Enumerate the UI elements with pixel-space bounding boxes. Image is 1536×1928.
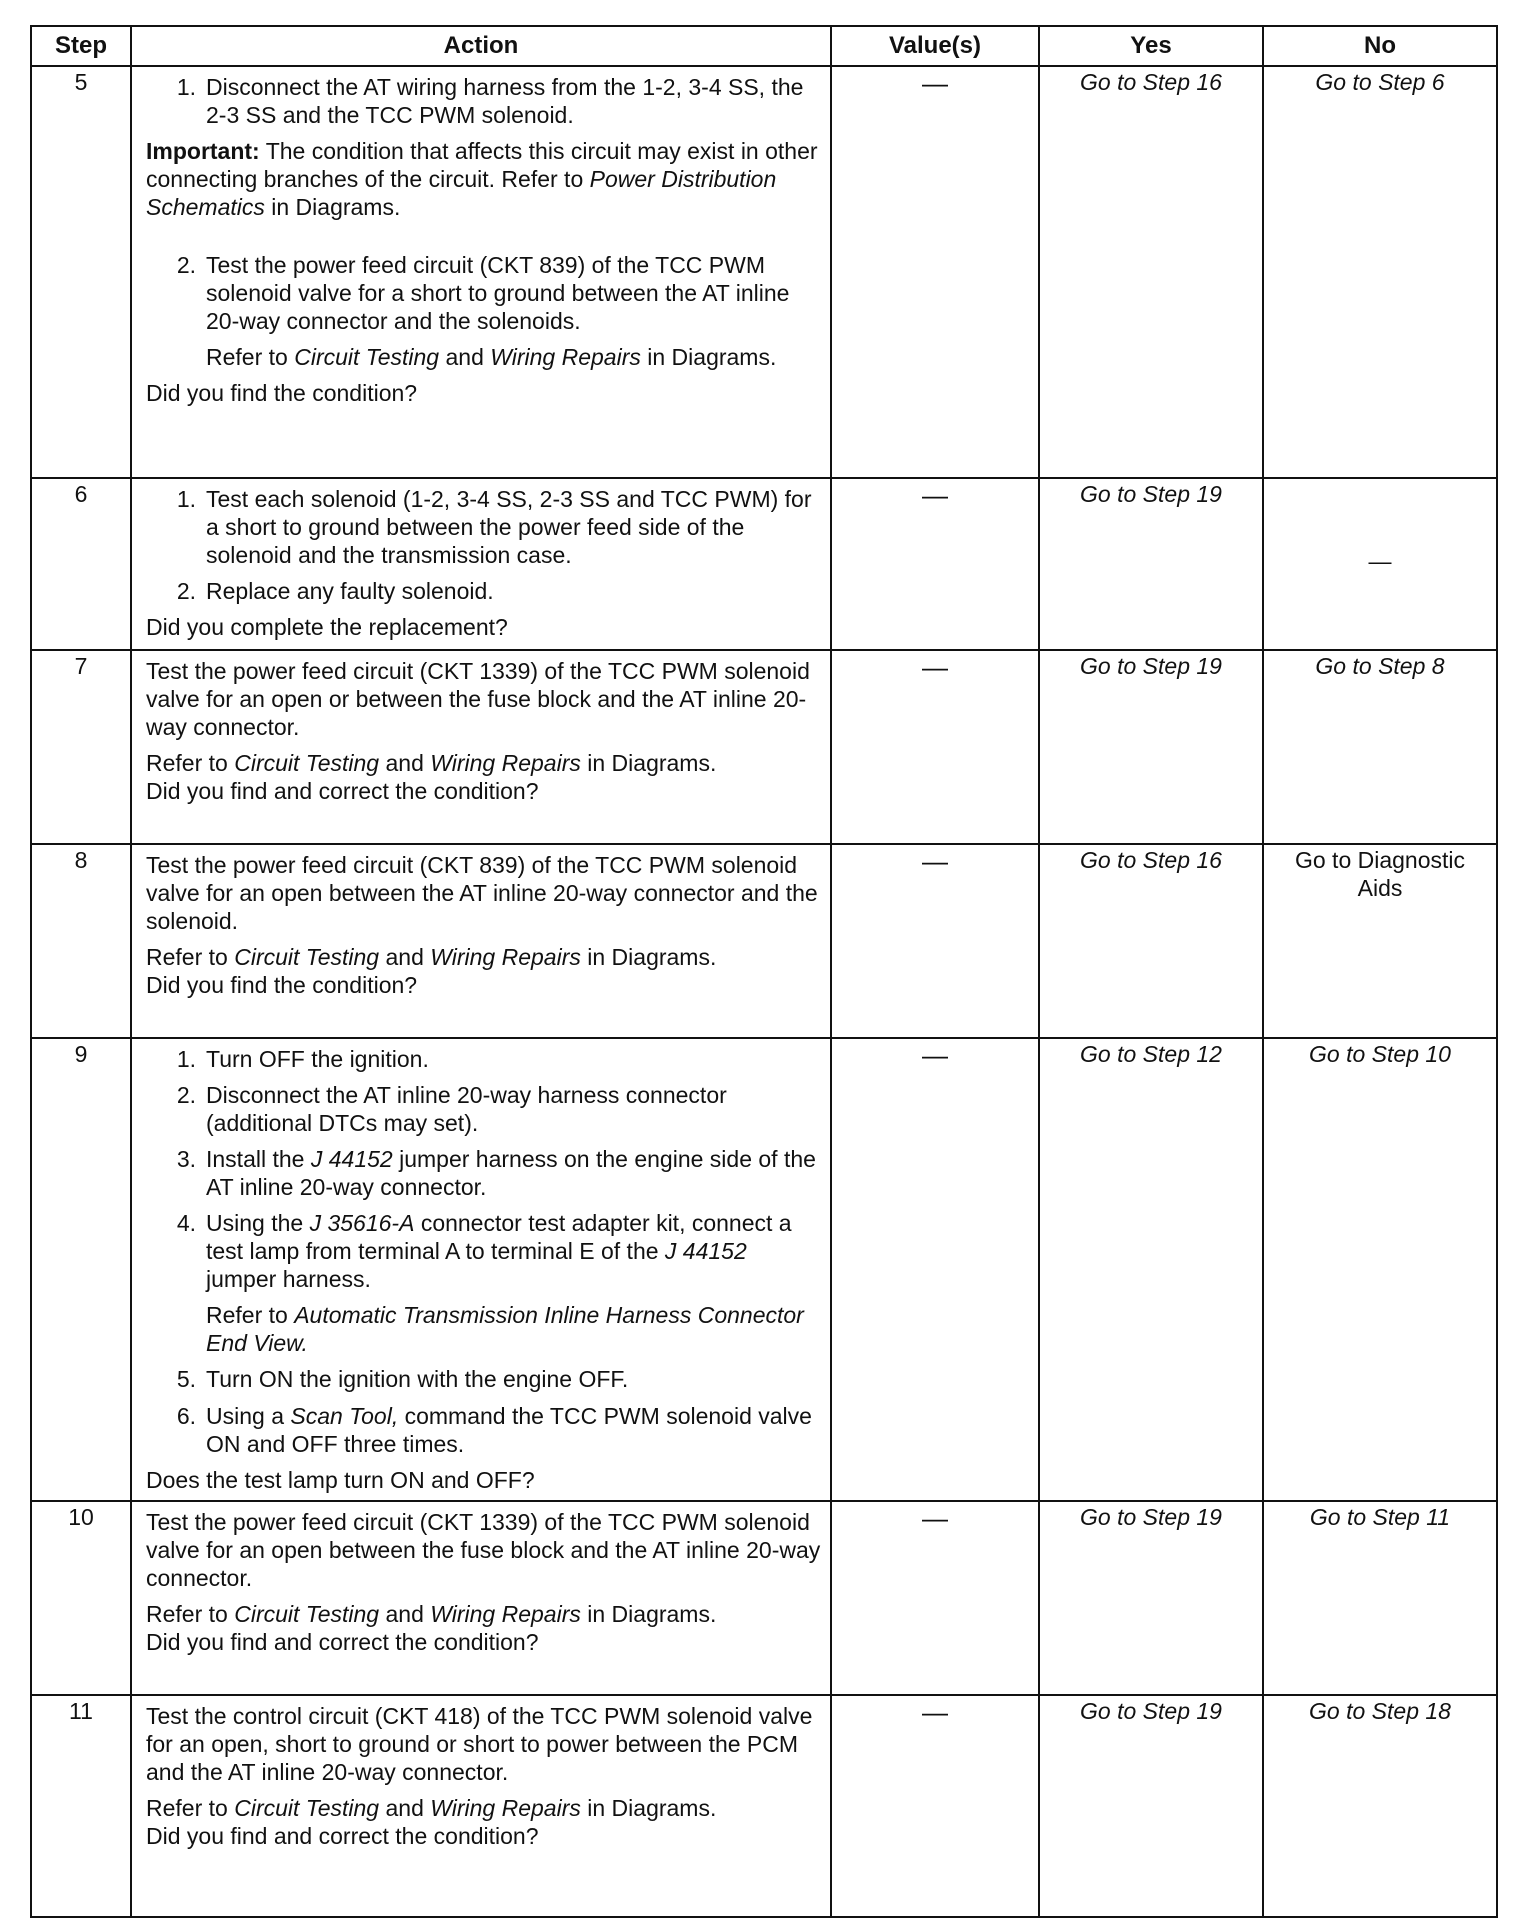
text-run: jumper harness on the engine side of the AT inline 20-way connector.: [206, 1146, 816, 1201]
refer-pre: Refer to: [146, 944, 228, 971]
list-number: 1.: [176, 486, 196, 512]
list-item: [146, 1365, 822, 1393]
list-item: [146, 73, 822, 129]
list-text: Replace any faulty solenoid.: [206, 578, 494, 605]
refer-pre: Refer to: [146, 750, 228, 777]
yes-outcome: Go to Step 16: [1039, 66, 1263, 478]
step-number: 9: [31, 1038, 131, 1501]
yes-outcome: Go to Step 16: [1039, 844, 1263, 1038]
refer-and: and: [385, 1600, 424, 1627]
refer-circuit-testing: Circuit Testing: [234, 1794, 380, 1821]
table-row-step-5: [31, 66, 1497, 478]
important-note: [146, 137, 822, 221]
refer-and: and: [385, 1794, 424, 1821]
action-cell: [131, 1038, 831, 1501]
action-text: Test the power feed circuit (CKT 1339) of the TCC PWM solenoid valve for an open or between the fuse block and the AT inline 20-way connector.: [146, 658, 810, 741]
important-text: The condition that affects this circuit may exist in other connecting branches of the circuit. Refer to: [146, 138, 818, 193]
list-number: 1.: [176, 74, 196, 100]
action-cell: [131, 1695, 831, 1917]
value-cell: —: [831, 650, 1039, 844]
step-number: 6: [31, 478, 131, 650]
list-number: 2.: [176, 578, 196, 605]
step-number: 5: [31, 66, 131, 478]
header-no: No: [1263, 26, 1497, 66]
step-number: 10: [31, 1501, 131, 1695]
no-outcome: Go to Diagnostic Aids: [1263, 844, 1497, 1038]
list-text: Test the power feed circuit (CKT 839) of the TCC PWM solenoid valve for a short to ground between the AT inline 20-way connector and the solenoids.: [206, 252, 790, 335]
no-outcome: Go to Step 6: [1263, 66, 1497, 478]
refer-post: in Diagrams.: [587, 1794, 717, 1821]
no-outcome: Go to Step 18: [1263, 1695, 1497, 1917]
yes-outcome: Go to Step 19: [1039, 478, 1263, 650]
list-text: Disconnect the AT wiring harness from the 1-2, 3-4 SS, the 2-3 SS and the TCC PWM solenoid.: [206, 74, 804, 129]
refer-pre: Refer to: [146, 1600, 228, 1627]
list-text: Disconnect the AT inline 20-way harness connector (additional DTCs may set).: [206, 1082, 727, 1137]
refer-circuit-testing: Circuit Testing: [234, 944, 380, 971]
important-tail: in Diagrams.: [271, 194, 401, 221]
refer-post: in Diagrams.: [647, 344, 777, 371]
table-row-step-11: [31, 1695, 1497, 1917]
refer-wiring-repairs: Wiring Repairs: [430, 750, 581, 777]
important-reference: Power Distribution Schematics: [146, 166, 777, 221]
table-row-step-8: [31, 844, 1497, 1038]
refer-pre: Refer to: [206, 344, 288, 371]
important-label: Important:: [146, 138, 260, 165]
action-cell: [131, 1501, 831, 1695]
refer-note: [146, 943, 822, 971]
refer-note: [206, 343, 822, 371]
list-item: [146, 1402, 822, 1458]
list-item: [146, 577, 822, 605]
list-number: 5.: [176, 1366, 196, 1393]
refer-wiring-repairs: Wiring Repairs: [490, 344, 641, 371]
refer-pre: Refer to: [146, 1794, 228, 1821]
list-item: [146, 1145, 822, 1201]
list-number: 1.: [176, 1046, 196, 1072]
refer-circuit-testing: Circuit Testing: [294, 344, 440, 371]
tool-reference: Scan Tool,: [290, 1402, 399, 1429]
step-question: Did you complete the replacement?: [146, 614, 508, 641]
header-values: Value(s): [831, 26, 1039, 66]
text-run: jumper harness.: [206, 1266, 371, 1293]
refer-pre: Refer to: [206, 1302, 288, 1329]
table-row-step-9: [31, 1038, 1497, 1501]
tool-reference: J 35616-A: [309, 1210, 415, 1237]
refer-and: and: [385, 750, 424, 777]
refer-note: [146, 1794, 822, 1822]
value-cell: —: [831, 1695, 1039, 1917]
action-text: Test the control circuit (CKT 418) of the TCC PWM solenoid valve for an open, short to ground or short to power between the PCM and the AT inline 20-way connector.: [146, 1702, 813, 1785]
list-text: Test each solenoid (1-2, 3-4 SS, 2-3 SS and TCC PWM) for a short to ground between the power feed side of the solenoid and the transmission case.: [206, 486, 812, 569]
action-text: Test the power feed circuit (CKT 1339) of the TCC PWM solenoid valve for an open between the fuse block and the AT inline 20-way connector.: [146, 1508, 821, 1591]
step-question: Does the test lamp turn ON and OFF?: [146, 1466, 535, 1493]
yes-outcome: Go to Step 12: [1039, 1038, 1263, 1501]
step-question: Did you find the condition?: [146, 972, 418, 999]
refer-wiring-repairs: Wiring Repairs: [430, 1794, 581, 1821]
header-yes: Yes: [1039, 26, 1263, 66]
step-question: Did you find and correct the condition?: [146, 1822, 539, 1849]
text-run: connector test adapter kit, connect a test lamp from terminal A to terminal E of the: [206, 1210, 792, 1265]
list-item: [146, 251, 822, 335]
list-number: 3.: [176, 1146, 196, 1173]
value-cell: —: [831, 478, 1039, 650]
no-outcome: Go to Step 8: [1263, 650, 1497, 844]
list-item: [146, 1209, 822, 1293]
refer-note: [206, 1301, 822, 1357]
text-run: Using a: [206, 1402, 284, 1429]
list-number: 4.: [176, 1210, 196, 1237]
refer-post: in Diagrams.: [587, 1600, 717, 1627]
refer-and: and: [385, 944, 424, 971]
tool-reference: J 44152: [310, 1146, 393, 1173]
refer-post: in Diagrams.: [587, 944, 717, 971]
list-text: Turn ON the ignition with the engine OFF.: [206, 1366, 629, 1393]
step-question: Did you find and correct the condition?: [146, 778, 539, 805]
table-row-step-10: [31, 1501, 1497, 1695]
list-text: [206, 1209, 822, 1293]
header-step: Step: [31, 26, 131, 66]
list-number: 6.: [176, 1402, 196, 1429]
table-row-step-6: [31, 478, 1497, 650]
step-question: Did you find the condition?: [146, 380, 418, 407]
no-outcome: Go to Step 11: [1263, 1501, 1497, 1695]
step-question: Did you find and correct the condition?: [146, 1628, 539, 1655]
list-number: 2.: [176, 252, 196, 279]
list-text: [206, 1145, 822, 1201]
refer-circuit-testing: Circuit Testing: [234, 750, 380, 777]
step-number: 8: [31, 844, 131, 1038]
no-outcome: Go to Step 10: [1263, 1038, 1497, 1501]
refer-circuit-testing: Circuit Testing: [234, 1600, 380, 1627]
refer-and: and: [445, 344, 484, 371]
value-cell: —: [831, 1501, 1039, 1695]
table-row-step-7: [31, 650, 1497, 844]
refer-end-view: Automatic Transmission Inline Harness Connector End View.: [206, 1302, 804, 1357]
value-cell: —: [831, 844, 1039, 1038]
value-cell: —: [831, 66, 1039, 478]
refer-note: [146, 1600, 822, 1628]
yes-outcome: Go to Step 19: [1039, 1695, 1263, 1917]
refer-wiring-repairs: Wiring Repairs: [430, 944, 581, 971]
action-cell: [131, 478, 831, 650]
yes-outcome: Go to Step 19: [1039, 650, 1263, 844]
diagnostic-table: [30, 25, 1498, 1918]
table-header-row: [31, 26, 1497, 66]
list-number: 2.: [176, 1082, 196, 1109]
list-item: [146, 1045, 822, 1073]
text-run: command the TCC PWM solenoid valve ON and OFF three times.: [206, 1402, 812, 1457]
text-run: Install the: [206, 1146, 305, 1173]
action-text: Test the power feed circuit (CKT 839) of the TCC PWM solenoid valve for an open between the AT inline 20-way connector and the solenoid.: [146, 852, 818, 935]
action-cell: [131, 66, 831, 478]
yes-outcome: Go to Step 19: [1039, 1501, 1263, 1695]
list-text: Turn OFF the ignition.: [206, 1046, 429, 1072]
value-cell: —: [831, 1038, 1039, 1501]
action-cell: [131, 844, 831, 1038]
refer-note: [146, 749, 822, 777]
step-number: 7: [31, 650, 131, 844]
refer-post: in Diagrams.: [587, 750, 717, 777]
list-item: [146, 1081, 822, 1137]
step-number: 11: [31, 1695, 131, 1917]
no-outcome: —: [1263, 478, 1497, 650]
action-cell: [131, 650, 831, 844]
refer-wiring-repairs: Wiring Repairs: [430, 1600, 581, 1627]
tool-reference: J 44152: [664, 1238, 747, 1265]
list-text: [206, 1402, 822, 1458]
header-action: Action: [131, 26, 831, 66]
text-run: Using the: [206, 1210, 304, 1237]
list-item: [146, 485, 822, 569]
